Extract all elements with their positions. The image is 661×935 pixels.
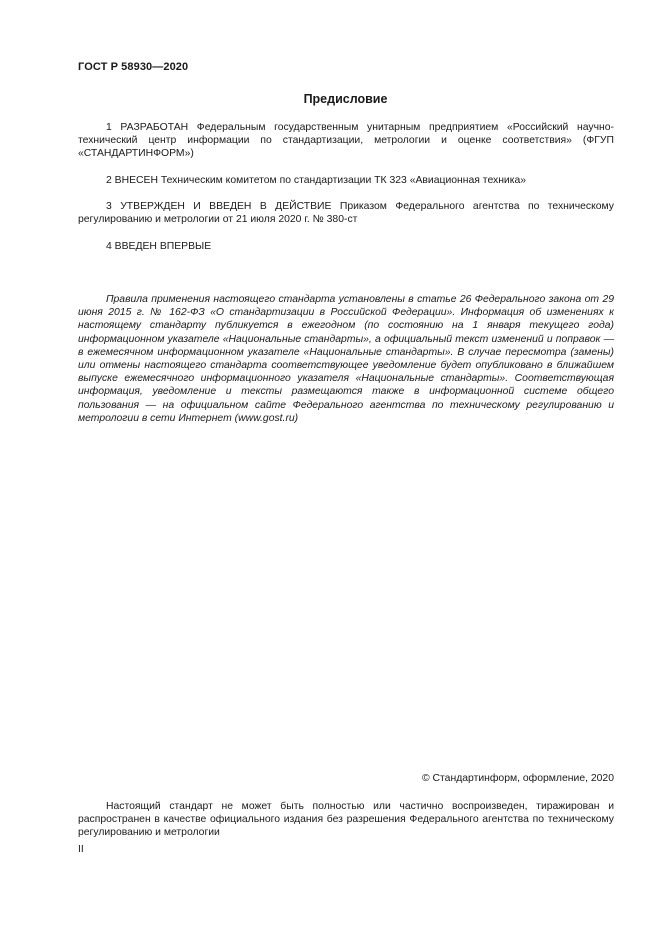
- document-code: ГОСТ Р 58930—2020: [78, 61, 189, 73]
- page-number: II: [78, 844, 84, 855]
- paragraph-approved: 3 УТВЕРЖДЕН И ВВЕДЕН В ДЕЙСТВИЕ Приказом Федерального агентства по техническому регулированию и метрологии от 21 июля 2020 г. № 380-ст: [78, 201, 614, 226]
- paragraph-developed: 1 РАЗРАБОТАН Федеральным государственным унитарным предприятием «Российский научно-технический центр информации по стандартизации, метрологии и оценке соответствия» (ФГУП «СТАНДАРТИНФОРМ»): [78, 122, 614, 160]
- application-rules-notice: Правила применения настоящего стандарта установлены в статье 26 Федерального закона от 29 июня 2015 г. № 162-ФЗ «О стандартизации в Российской Федерации». Информация об изменениях к настоящему стандарту публикуется в ежегодном (по состоянию на 1 января текущего года) информационном указателе «Национальные стандарты», а официальный текст изменений и поправок — в ежемесячном информационном указателе «Национальные стандарты». В случае пересмотра (замены) или отмены настоящего стандарта соответствующее уведомление будет опубликовано в ближайшем выпуске ежемесячного информационного указателя «Национальные стандарты». Соответствующая информация, уведомление и тексты размещаются также в информационной системе общего пользования — на официальном сайте Федерального агентства по техническому регулированию и метрологии в сети Интернет (www.gost.ru): [78, 294, 614, 424]
- reproduction-notice: Настоящий стандарт не может быть полностью или частично воспроизведен, тиражирован и распространен в качестве официального издания без разрешения Федерального агентства по техническому регулированию и метрологии: [78, 801, 614, 839]
- paragraph-submitted: 2 ВНЕСЕН Техническим комитетом по стандартизации ТК 323 «Авиационная техника»: [106, 175, 527, 186]
- paragraph-first-introduced: 4 ВВЕДЕН ВПЕРВЫЕ: [106, 241, 212, 252]
- page-title: Предисловие: [303, 92, 388, 106]
- copyright-line: © Стандартинформ, оформление, 2020: [421, 773, 614, 784]
